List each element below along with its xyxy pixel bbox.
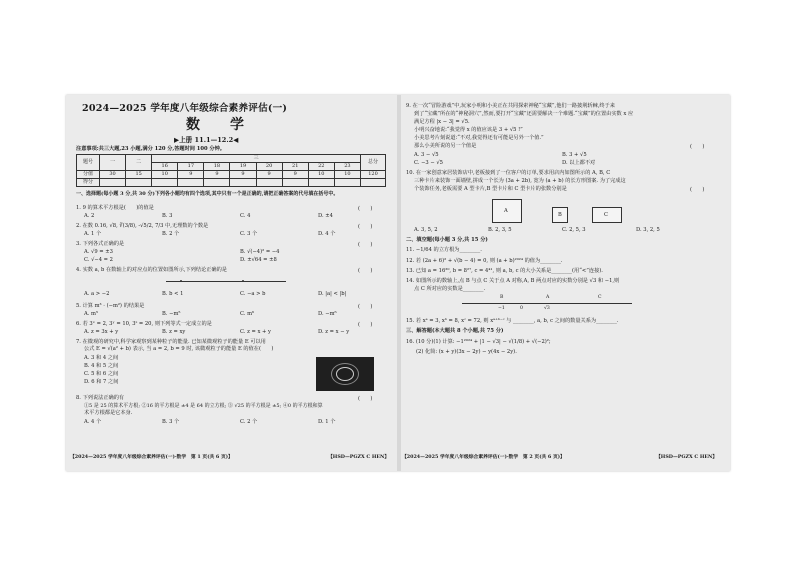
- question-4: 4. 实数 a, b 在数轴上的对应点的位置如图所示,下列结论正确的是: [76, 267, 227, 273]
- numline-label-a: A: [546, 295, 550, 300]
- section3-heading: 三、解答题(本大题共 8 个小题,共 75 分): [406, 328, 504, 334]
- score-entry-cell[interactable]: [308, 179, 334, 187]
- q1-option-c[interactable]: C. 4: [240, 213, 251, 219]
- header-q17: 17: [178, 163, 204, 171]
- numline-tick-0: 0: [520, 306, 523, 311]
- score-table-row-scores: [77, 179, 386, 187]
- row-label-number: 题号: [77, 155, 100, 171]
- header-q18: 18: [204, 163, 230, 171]
- q5-option-c[interactable]: C. m⁶: [240, 311, 255, 317]
- particle-ring: [331, 363, 359, 385]
- q2-option-d[interactable]: D. 4 个: [318, 231, 336, 237]
- score-entry-cell[interactable]: [204, 179, 230, 187]
- question-6: 6. 若 3ˣ = 2, 3ʸ = 10, 3ᶻ = 20, 则下列等式一定成立的是: [76, 321, 212, 327]
- q8-option-a[interactable]: A. 4 个: [84, 419, 102, 425]
- header-q20: 20: [256, 163, 282, 171]
- score-entry-cell[interactable]: [256, 179, 282, 187]
- points-cell: 30: [100, 171, 126, 179]
- q4-option-a[interactable]: A. a > −2: [84, 291, 110, 297]
- q1-option-d[interactable]: D. ±4: [318, 213, 333, 219]
- row-label-score: 得分: [77, 179, 100, 187]
- header-section2: 二: [126, 155, 152, 171]
- q6-option-a[interactable]: A. z = 3x + y: [84, 329, 119, 335]
- question-9: 9. 在一次“冒险游戏”中,玩家小明和小美正在共同探索神秘“宝藏”,他们一路披荆斩棘,终于来: [406, 103, 615, 109]
- q8-option-d[interactable]: D. 1 个: [318, 419, 336, 425]
- q10-option-c[interactable]: C. 2, 5, 3: [562, 227, 586, 233]
- points-cell: 9: [204, 171, 230, 179]
- q6-option-c[interactable]: C. z = x + y: [240, 329, 271, 335]
- q9-option-a[interactable]: A. 3 − √5: [414, 152, 439, 158]
- q6-option-b[interactable]: B. z = xy: [162, 329, 186, 335]
- q1-option-b[interactable]: B. 3: [162, 213, 173, 219]
- score-entry-cell[interactable]: [152, 179, 178, 187]
- q3-option-b[interactable]: B. √(−4)² = −4: [240, 249, 280, 255]
- question-8-line3: 术平方根都是它本身.: [84, 410, 133, 416]
- score-table-row-headers: [77, 155, 386, 163]
- subject-title: 数 学: [186, 117, 252, 133]
- q1-option-a[interactable]: A. 2: [84, 213, 95, 219]
- score-entry-cell[interactable]: [100, 179, 126, 187]
- card-b: [552, 207, 568, 223]
- exam-title: 2024—2025 学年度八年级综合素养评估(一): [82, 103, 288, 114]
- answer-paren[interactable]: ( ): [358, 242, 373, 248]
- question-7-line2: 公式 E = √(a² + b) 表示, 当 a = 2, b = 9 时, 该微观粒子的能量 E 的值在( ): [84, 346, 274, 352]
- q2-option-a[interactable]: A. 1 个: [84, 231, 102, 237]
- question-14: 14. 如图所示的数轴上,点 B 与点 C 关于点 A 对称,A, B 两点对应的实数分别是 √3 和 −1,则: [406, 278, 620, 284]
- score-entry-cell[interactable]: [178, 179, 204, 187]
- question-3: 3. 下列各式正确的是: [76, 241, 125, 247]
- q2-option-b[interactable]: B. 2 个: [162, 231, 180, 237]
- question-13: 13. 已知 a = 16²⁰, b = 8²⁷, c = 4⁴¹, 则 a, b, c 的大小关系是________(用“<”连接).: [406, 268, 603, 274]
- header-q19: 19: [230, 163, 256, 171]
- question-16-part2: (2) 化简: (x + y)(3x − 2y) − y(4x − 2y).: [416, 349, 517, 355]
- score-entry-cell[interactable]: [334, 179, 360, 187]
- q3-option-a[interactable]: A. √9 = ±3: [84, 249, 113, 255]
- particle-photo: [316, 357, 374, 391]
- q4-option-c[interactable]: C. −a > b: [240, 291, 266, 297]
- answer-paren[interactable]: ( ): [358, 206, 373, 212]
- q10-option-a[interactable]: A. 3, 5, 2: [414, 227, 438, 233]
- page-2-footer: 【2024—2025 学年度八年级综合素养评估(一)·数学 第 2 页(共 6 页)】: [402, 454, 565, 460]
- q7-option-c[interactable]: C. 5 和 6 之间: [84, 371, 119, 377]
- question-9-line5: 小美思考片刻说道:“不对,我觉得还有可能是另外一个值.”: [414, 135, 544, 141]
- q7-option-d[interactable]: D. 6 和 7 之间: [84, 379, 119, 385]
- points-cell: 10: [152, 171, 178, 179]
- q8-option-b[interactable]: B. 3 个: [162, 419, 180, 425]
- question-12: 12. 若 (2a + 6)² + √(b − 4) = 0, 则 (a + b)²⁰²⁴ 的值为________.: [406, 258, 563, 264]
- question-9-line6: 那么小美所说的另一个值是: [414, 143, 477, 149]
- question-10: 10. 在一家创意家居装饰店中,老板接到了一位客户的订单,要求用店内如图所示的 A, B, C: [406, 170, 611, 176]
- points-cell: 10: [334, 171, 360, 179]
- score-entry-cell[interactable]: [126, 179, 152, 187]
- q2-option-c[interactable]: C. 3 个: [240, 231, 258, 237]
- header-q22: 22: [308, 163, 334, 171]
- answer-paren[interactable]: ( ): [358, 224, 373, 230]
- question-9-line2: 到了“宝藏”所在的“神秘洞穴”,然而,要打开“宝藏”还需要解决一个难题.“宝藏”的位置由实数 x 应: [414, 111, 634, 117]
- question-9-line3: 满足方程 |x − 3| = √5.: [414, 119, 470, 125]
- answer-paren[interactable]: ( ): [358, 396, 373, 402]
- q9-option-d[interactable]: D. 以上都不对: [562, 160, 596, 166]
- points-cell-total: 120: [361, 171, 386, 179]
- question-8: 8. 下列说法正确的有: [76, 395, 125, 401]
- page-1-code: 【HSD—PGZX C HEN】: [328, 454, 390, 460]
- score-entry-cell[interactable]: [230, 179, 256, 187]
- card-a-label: A: [504, 208, 508, 214]
- question-8-line2: ①5 是 25 的算术平方根; ②16 的平方根是 ±4 是 64 的立方根; ③ √25 的平方根是 ±5; ④0 的平方根和算: [84, 403, 323, 409]
- scope-label: ▶上册 11.1—12.2◀: [174, 136, 239, 144]
- points-cell: 9: [178, 171, 204, 179]
- q5-option-b[interactable]: B. −m⁵: [162, 311, 181, 317]
- question-7: 7. 在微观的研究中,科学家观察到某种粒子的能量. 已知某微观粒子的能量 E 可以用: [76, 339, 266, 345]
- header-section1: 一: [100, 155, 126, 171]
- header-section3: 三: [152, 155, 361, 163]
- q5-option-d[interactable]: D. −m⁶: [318, 311, 337, 317]
- question-10-line3: 个装饰任务,老板需要 A 型卡片,B 型卡片和 C 型卡片的张数分别是: [414, 186, 567, 192]
- q3-option-d[interactable]: D. ±√64 = ±8: [240, 257, 277, 263]
- points-cell: 15: [126, 171, 152, 179]
- card-a: [492, 199, 522, 223]
- question-15: 15. 若 xᵃ = 3, xᵇ = 8, xᶜ = 72, 则 xᵃ⁺ᵇ⁻ᶜ 与 ________, a, b, c 之间的数量关系为________.: [406, 318, 619, 324]
- question-5: 5. 计算 m³ · (−m²) 的结果是: [76, 303, 145, 309]
- page-2-code: 【HSD—PGZX C HEN】: [656, 454, 718, 460]
- header-q21: 21: [282, 163, 308, 171]
- score-table: [76, 154, 386, 187]
- q14-number-line: [462, 303, 632, 304]
- q4-number-line: [166, 281, 286, 282]
- score-entry-cell[interactable]: [361, 179, 386, 187]
- q4-point-a: [180, 280, 182, 282]
- header-q16: 16: [152, 163, 178, 171]
- q7-option-b[interactable]: B. 4 和 5 之间: [84, 363, 119, 369]
- card-b-label: B: [558, 212, 562, 218]
- score-entry-cell[interactable]: [282, 179, 308, 187]
- numline-tick-minus1: −1: [498, 306, 505, 311]
- question-14-line2: 点 C 所对应的实数是________.: [414, 286, 486, 292]
- numline-label-c: C: [598, 295, 602, 300]
- row-label-points: 分值: [77, 171, 100, 179]
- points-cell: 9: [282, 171, 308, 179]
- question-10-line2: 三种卡片来装饰一面墙壁,拼成一个长为 (3a + 2b), 宽为 (a + b) 的长方形图案. 为了完成这: [414, 178, 626, 184]
- answer-paren[interactable]: ( ): [358, 268, 373, 274]
- page-1: [66, 95, 396, 471]
- card-c-label: C: [604, 212, 608, 218]
- q4-option-d[interactable]: D. |a| < |b|: [318, 291, 347, 297]
- question-1: 1. 9 的算术平方根是( )的值是: [76, 205, 154, 211]
- q8-option-c[interactable]: C. 2 个: [240, 419, 258, 425]
- question-16-part1: 16. (10 分)(1) 计算: −1²⁰²⁴ + |1 − √3| − √(1/8) + √(−2)²;: [406, 339, 551, 345]
- points-cell: 9: [256, 171, 282, 179]
- points-cell: 9: [230, 171, 256, 179]
- q4-point-b: [242, 280, 244, 282]
- q7-option-a[interactable]: A. 3 和 4 之间: [84, 355, 119, 361]
- notice-text: 注意事项:共三大题,23 小题,满分 120 分,答题时间 100 分钟。: [76, 146, 225, 152]
- q9-option-c[interactable]: C. −3 − √5: [414, 160, 443, 166]
- numline-label-b: B: [500, 295, 504, 300]
- q9-option-b[interactable]: B. 3 + √5: [562, 152, 587, 158]
- header-q23: 23: [334, 163, 360, 171]
- q5-option-a[interactable]: A. m⁵: [84, 311, 99, 317]
- exam-sheet: [66, 95, 730, 471]
- answer-paren[interactable]: ( ): [690, 144, 705, 150]
- section2-heading: 二、填空题(每小题 3 分,共 15 分): [406, 237, 488, 243]
- q10-option-d[interactable]: D. 3, 2, 5: [636, 227, 660, 233]
- score-table-row-values: [77, 171, 386, 179]
- question-2: 2. 在数 0.16, √8, ∛(3/8), -√5/2, 7/3 中,无理数的个数是: [76, 223, 209, 229]
- question-9-line4: 小明兴奋地说:“我觉得 x 的值应该是 3 + √5 !”: [414, 127, 523, 133]
- question-11: 11. −1/64 的立方根为________.: [406, 247, 482, 253]
- q4-option-b[interactable]: B. b < 1: [162, 291, 184, 297]
- answer-paren[interactable]: ( ): [690, 187, 705, 193]
- q10-option-b[interactable]: B. 2, 3, 5: [488, 227, 512, 233]
- q3-option-c[interactable]: C. √−4 = 2: [84, 257, 113, 263]
- card-c: [592, 207, 622, 223]
- answer-paren[interactable]: ( ): [358, 304, 373, 310]
- header-total: 总分: [361, 155, 386, 171]
- page-2: [402, 95, 726, 471]
- section1-heading: 一、选择题(每小题 3 分,共 30 分)下列各小题均有四个选项,其中只有一个是正确的,请把正确答案的代号填在括号中。: [76, 191, 339, 197]
- numline-tick-sqrt3: √3: [544, 306, 550, 311]
- points-cell: 10: [308, 171, 334, 179]
- page-1-footer: 【2024—2025 学年度八年级综合素养评估(一)·数学 第 1 页(共 6 页)】: [70, 454, 233, 460]
- q6-option-d[interactable]: D. z = x − y: [318, 329, 350, 335]
- answer-paren[interactable]: ( ): [358, 322, 373, 328]
- page-fold: [397, 95, 401, 471]
